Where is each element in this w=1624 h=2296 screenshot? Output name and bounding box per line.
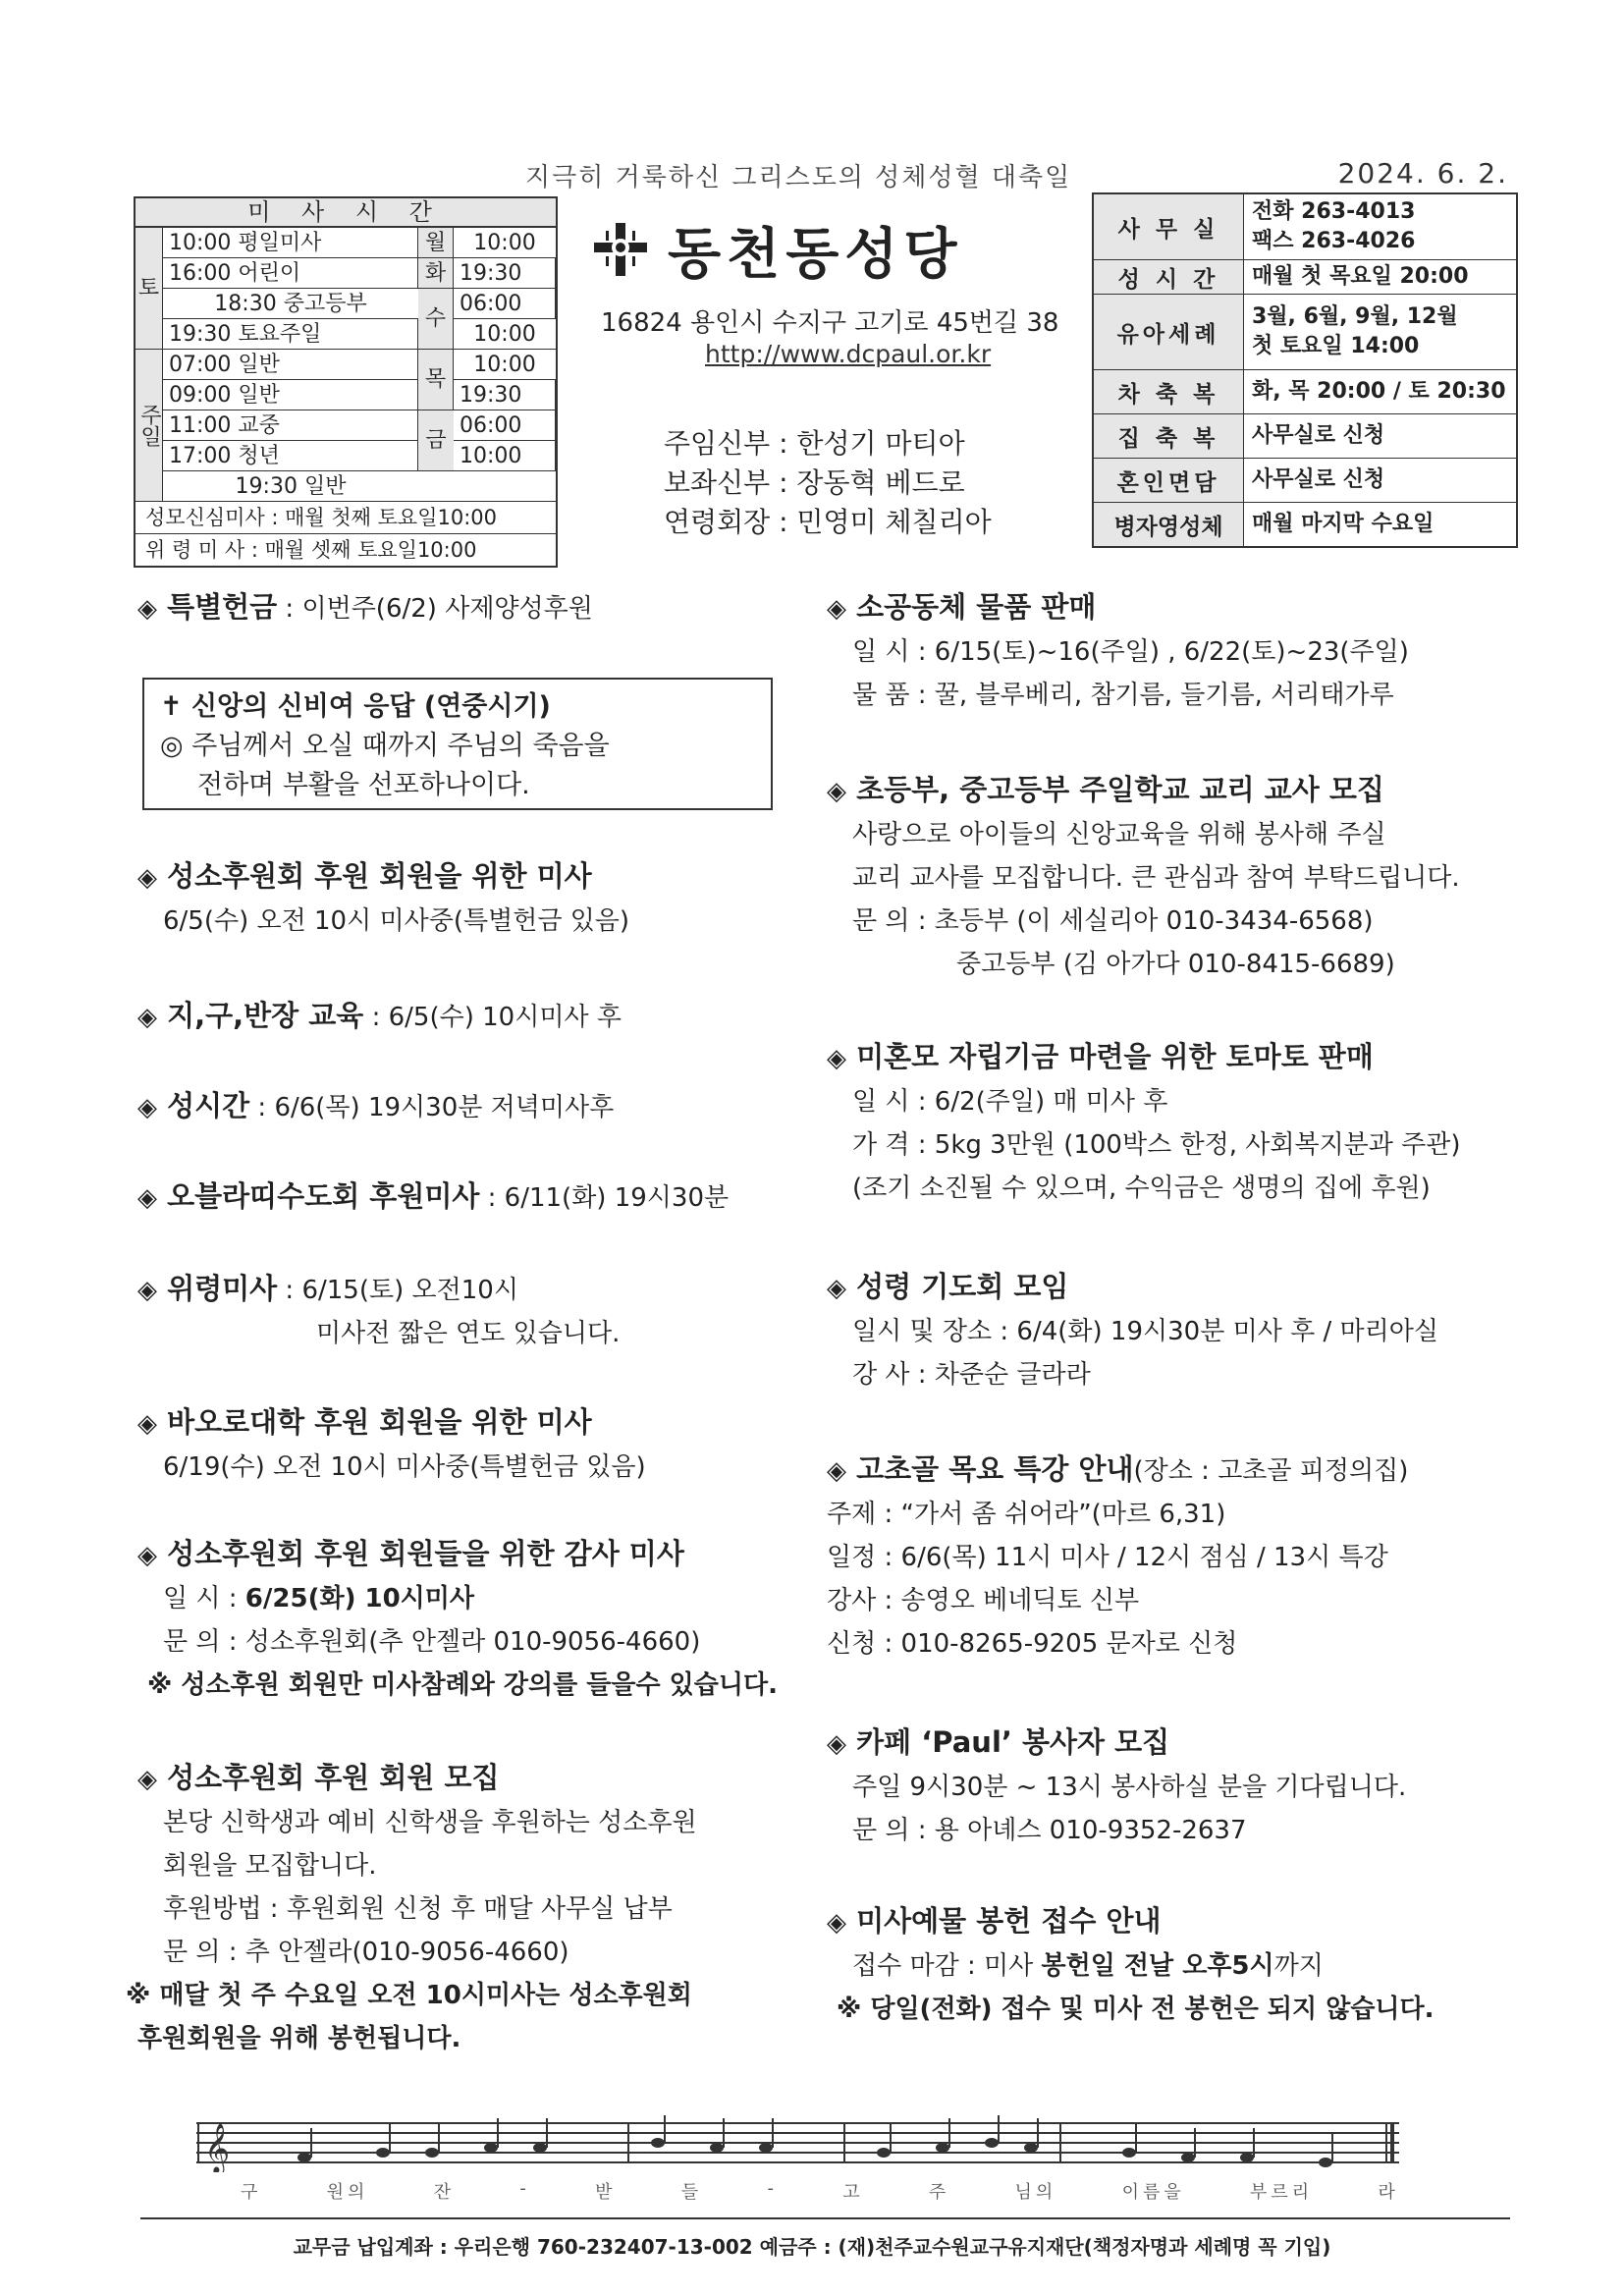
section-line: 일 시 :: [163, 1584, 245, 1613]
mass-row: 18:30 중고등부: [163, 289, 418, 319]
section-line: 물 품 : 꿀, 블루베리, 참기름, 들기름, 서리태가루: [852, 681, 1394, 710]
section-line: 까지: [1273, 1951, 1324, 1981]
lyric-syllable: 고: [842, 2182, 864, 2203]
weekday-label: 목: [418, 350, 454, 410]
office-value: 매월 마지막 수요일: [1252, 512, 1435, 536]
requiem-mass-note: 위 령 미 사 : 매월 셋째 토요일10:00: [135, 533, 556, 566]
section-line: 문 의 : 추 안젤라(010-9056-4660): [163, 1938, 569, 1967]
weekday-time: 06:00: [454, 410, 556, 441]
section-line: 6/5(수) 오전 10시 미사중(특별헌금 있음): [163, 906, 630, 936]
weekday-time: 10:00: [454, 350, 556, 380]
section-line: 일 시 : 6/2(주일) 매 미사 후: [852, 1087, 1168, 1117]
weekday-empty: [418, 471, 556, 502]
vocation-recruit-section: [126, 1756, 697, 2060]
faith-response-box: [142, 678, 773, 810]
funeral-committee-head: 연령회장 : 민영미 체칠리아: [664, 506, 992, 538]
section-title: 카페 ‘Paul’ 봉사자 모집: [856, 1725, 1170, 1759]
diamond-icon: ◈: [827, 1729, 846, 1759]
section-line: 일 시 : 6/15(토)~16(주일) , 6/22(토)~23(주일): [852, 637, 1409, 667]
section-detail: : 6/6(목) 19시30분 저녁미사후: [249, 1093, 615, 1122]
diamond-icon: ◈: [827, 1456, 846, 1486]
section-line: 주일 9시30분 ~ 13시 봉사하실 분을 기다립니다.: [852, 1773, 1407, 1802]
diamond-icon: ◈: [137, 1541, 157, 1570]
church-name: 동천동성당: [668, 222, 963, 287]
section-note: ※ 성소후원 회원만 미사참례와 강의를 들을수 있습니다.: [147, 1670, 779, 1700]
office-value: 매월 첫 목요일 20:00: [1252, 264, 1469, 289]
weekday-label: 수: [418, 289, 454, 350]
section-line: 강사 : 송영오 베네딕토 신부: [827, 1586, 1140, 1615]
section-title: 바오로대학 후원 회원을 위한 미사: [167, 1405, 592, 1439]
diamond-icon: ◈: [137, 1093, 157, 1122]
diamond-icon: ◈: [137, 1276, 157, 1305]
diamond-icon: ◈: [137, 594, 157, 624]
diamond-icon: ◈: [137, 1003, 157, 1032]
office-row: [1094, 295, 1516, 370]
section-line: 주제 : “가서 좀 쉬어라”(마르 6,31): [827, 1500, 1226, 1529]
diamond-icon: ◈: [137, 1765, 157, 1794]
lyric-syllable: 받: [595, 2182, 617, 2203]
diamond-icon: ◈: [137, 863, 157, 893]
office-value: 첫 토요일 14:00: [1252, 334, 1420, 358]
diamond-icon: ◈: [827, 1908, 846, 1938]
pastor: 주임신부 : 한성기 마티아: [664, 427, 965, 460]
weekday-label: 월: [418, 228, 454, 258]
marian-mass-note: 성모신심미사 : 매월 첫째 토요일10:00: [145, 506, 498, 529]
section-note: ※ 매달 첫 주 수요일 오전 10시미사는 성소후원회: [126, 1981, 692, 2010]
saturday-label: 토: [135, 228, 163, 350]
section-line: 미사전 짧은 연도 있습니다.: [316, 1319, 621, 1348]
catechist-recruit-section: [827, 768, 1460, 986]
weekday-time: 10:00: [454, 441, 556, 471]
cafe-volunteer-section: [827, 1721, 1406, 1852]
office-label: 병자영성체: [1094, 503, 1244, 546]
section-line: 문 의 : 초등부 (이 세실리아 010-3434-6568): [852, 906, 1374, 936]
faith-line: ◎ 주님께서 오실 때까지 주님의 죽음을: [160, 731, 610, 761]
section-detail: : 6/5(수) 10시미사 후: [363, 1003, 622, 1032]
section-line: 일정 : 6/6(목) 11시 미사 / 12시 점심 / 13시 특강: [827, 1543, 1388, 1572]
mass-schedule-title: 미 사 시 간: [135, 198, 556, 228]
office-label: 유아세례: [1094, 295, 1244, 369]
tithe-account-info: 교무금 납입계좌 : 우리은행 760-232407-13-002 예금주 : (재)천주교수원교구유지재단(책정자명과 세례명 꼭 기입): [293, 2235, 1331, 2259]
diamond-icon: ◈: [827, 1274, 846, 1303]
footer-divider: [140, 2217, 1510, 2219]
paul-college-section: [137, 1400, 646, 1489]
office-fax: 팩스 263-4026: [1252, 229, 1416, 253]
section-title: 특별헌금: [167, 590, 278, 624]
section-detail: : 6/15(토) 오전10시: [277, 1276, 518, 1305]
faith-title: ✝ 신앙의 신비여 응답 (연중시기): [160, 691, 551, 722]
office-row: [1094, 370, 1516, 414]
lyric-syllable: 이름을: [1121, 2182, 1185, 2203]
vocation-mass-section: [137, 854, 629, 943]
mass-row: 07:00 일반: [163, 350, 418, 380]
prayer-meeting-section: [827, 1265, 1438, 1396]
section-detail: : 이번주(6/2) 사제양성후원: [277, 594, 593, 624]
weekday-time: 10:00: [454, 319, 556, 350]
section-line: 신청 : 010-8265-9205 문자로 신청: [827, 1629, 1238, 1659]
diamond-icon: ◈: [137, 1409, 157, 1439]
mass-schedule-table: [134, 196, 558, 568]
section-detail: : 6/11(화) 19시30분: [479, 1183, 730, 1213]
section-title: 성령 기도회 모임: [856, 1270, 1069, 1303]
section-line: 본당 신학생과 예비 신학생을 후원하는 성소후원: [163, 1808, 697, 1837]
section-line: 사랑으로 아이들의 신앙교육을 위해 봉사해 주실: [852, 820, 1386, 849]
hymn-lyrics: [241, 2178, 1399, 2204]
church-website-link[interactable]: http://www.dcpaul.or.kr: [705, 340, 992, 368]
mass-row: 17:00 청년: [163, 441, 418, 471]
office-phone: 전화 263-4013: [1252, 199, 1416, 224]
office-row: [1094, 503, 1516, 546]
svg-text:𝄞: 𝄞: [204, 2123, 231, 2172]
office-value: 사무실로 신청: [1252, 467, 1385, 492]
mass-row: 19:30 일반: [163, 471, 418, 502]
section-title: 지,구,반장 교육: [167, 999, 364, 1032]
lyric-syllable: 들: [680, 2182, 703, 2203]
section-title: 성소후원회 후원 회원 모집: [167, 1761, 500, 1794]
section-title: 고초골 목요 특강 안내: [856, 1452, 1134, 1486]
section-title: 성시간: [167, 1089, 250, 1122]
diamond-icon: ◈: [137, 1183, 157, 1213]
mass-grid: [135, 228, 556, 502]
mass-row: 11:00 교중: [163, 410, 418, 441]
office-label: 차 축 복: [1094, 370, 1244, 413]
weekday-time: 06:00: [454, 289, 556, 319]
office-value: 화, 목 20:00 / 토 20:30: [1252, 379, 1506, 404]
office-value: 3월, 6월, 9월, 12월: [1252, 304, 1458, 329]
office-info-table: [1092, 192, 1518, 548]
office-row: [1094, 260, 1516, 295]
lyric-syllable: -: [767, 2178, 778, 2199]
weekday-time: 19:30: [454, 380, 556, 410]
section-line: 문 의 : 성소후원회(추 안젤라 010-9056-4660): [163, 1627, 701, 1657]
section-highlight: 봉헌일 전날 오후5시: [1041, 1951, 1274, 1981]
diamond-icon: ◈: [827, 594, 846, 624]
lyric-syllable: 구: [241, 2182, 262, 2203]
feast-title: 지극히 거룩하신 그리스도의 성체성혈 대축일: [525, 163, 1072, 192]
section-title: 성소후원회 후원 회원을 위한 미사: [167, 859, 592, 893]
section-line: 후원방법 : 후원회원 신청 후 매달 사무실 납부: [163, 1894, 673, 1924]
requiem-mass-section: [137, 1267, 620, 1355]
mass-offering-section: [827, 1899, 1435, 2031]
faith-line: 전하며 부활을 선포하나이다.: [197, 770, 530, 800]
lyric-syllable: -: [519, 2178, 530, 2199]
bulletin-date: 2024. 6. 2.: [1337, 157, 1508, 190]
section-title: 소공동체 물품 판매: [856, 590, 1097, 624]
office-label: 성 시 간: [1094, 260, 1244, 294]
office-row: [1094, 459, 1516, 503]
holy-hour-section: [137, 1084, 614, 1129]
sunday-label: 주일: [135, 350, 163, 502]
mass-row: 19:30 토요주일: [163, 319, 418, 350]
section-line: 문 의 : 용 아녜스 010-9352-2637: [852, 1816, 1247, 1845]
weekday-time: 10:00: [454, 228, 556, 258]
lyric-syllable: 잔: [433, 2182, 456, 2203]
lyric-syllable: 주: [928, 2182, 950, 2203]
special-offering-section: [137, 585, 593, 630]
section-title: 성소후원회 후원 회원들을 위한 감사 미사: [167, 1537, 684, 1570]
weekday-label: 금: [418, 410, 454, 471]
office-row: [1094, 194, 1516, 260]
diamond-icon: ◈: [827, 1044, 846, 1073]
section-title: 미사예물 봉헌 접수 안내: [856, 1904, 1162, 1938]
weekday-time: 19:30: [454, 258, 556, 289]
weekday-label: 화: [418, 258, 454, 289]
lyric-syllable: 부르리: [1250, 2182, 1314, 2203]
section-line: (조기 소진될 수 있으며, 수익금은 생명의 집에 후원): [852, 1174, 1431, 1203]
small-community-sale-section: [827, 585, 1409, 717]
section-line: 가 격 : 5kg 3만원 (100박스 한정, 사회복지분과 주관): [852, 1130, 1461, 1160]
church-logo-icon: [592, 221, 649, 278]
mass-row: 10:00 평일미사: [163, 228, 418, 258]
lyric-syllable: 원의: [326, 2182, 369, 2203]
thanksgiving-mass-section: [137, 1532, 778, 1707]
section-detail: (장소 : 고초골 피정의집): [1133, 1456, 1409, 1486]
section-line: 접수 마감 : 미사: [852, 1951, 1042, 1981]
section-line: 회원을 모집합니다.: [163, 1851, 377, 1881]
gochogol-lecture-section: [827, 1448, 1408, 1666]
church-address: 16824 용인시 수지구 고기로 45번길 38: [601, 308, 1059, 338]
diamond-icon: ◈: [827, 777, 846, 806]
section-note: ※ 당일(전화) 접수 및 미사 전 봉헌은 되지 않습니다.: [837, 1995, 1435, 2024]
section-line: 중고등부 (김 아가다 010-8415-6689): [956, 950, 1395, 979]
music-staff-icon: [196, 2113, 1399, 2172]
office-label: 집 축 복: [1094, 414, 1244, 458]
office-label: 혼인면담: [1094, 459, 1244, 502]
lyric-syllable: 님의: [1014, 2182, 1057, 2203]
office-label: 사 무 실: [1094, 194, 1244, 259]
mass-row: 16:00 어린이: [163, 258, 418, 289]
district-leader-section: [137, 994, 622, 1039]
assistant-priest: 보좌신부 : 장동혁 베드로: [664, 466, 965, 499]
office-row: [1094, 414, 1516, 459]
section-note: 후원회원을 위해 봉헌됩니다.: [137, 2024, 461, 2053]
section-line: 교리 교사를 모집합니다. 큰 관심과 참여 부탁드립니다.: [852, 863, 1460, 893]
lyric-syllable: 라: [1378, 2182, 1399, 2203]
oblati-mass-section: [137, 1175, 729, 1220]
section-title: 초등부, 중고등부 주일학교 교리 교사 모집: [856, 773, 1384, 806]
mass-row: 09:00 일반: [163, 380, 418, 410]
tomato-sale-section: [827, 1035, 1461, 1210]
section-highlight: 6/25(화) 10시미사: [244, 1584, 475, 1613]
office-value: 사무실로 신청: [1252, 423, 1385, 448]
section-line: 6/19(수) 오전 10시 미사중(특별헌금 있음): [163, 1452, 646, 1482]
section-title: 미혼모 자립기금 마련을 위한 토마토 판매: [856, 1040, 1374, 1073]
section-line: 강 사 : 차준순 글라라: [852, 1360, 1091, 1390]
staff-list: [664, 424, 992, 542]
section-title: 오블라띠수도회 후원미사: [167, 1179, 480, 1213]
section-line: 일시 및 장소 : 6/4(화) 19시30분 미사 후 / 마리아실: [852, 1317, 1438, 1346]
section-title: 위령미사: [167, 1272, 278, 1305]
